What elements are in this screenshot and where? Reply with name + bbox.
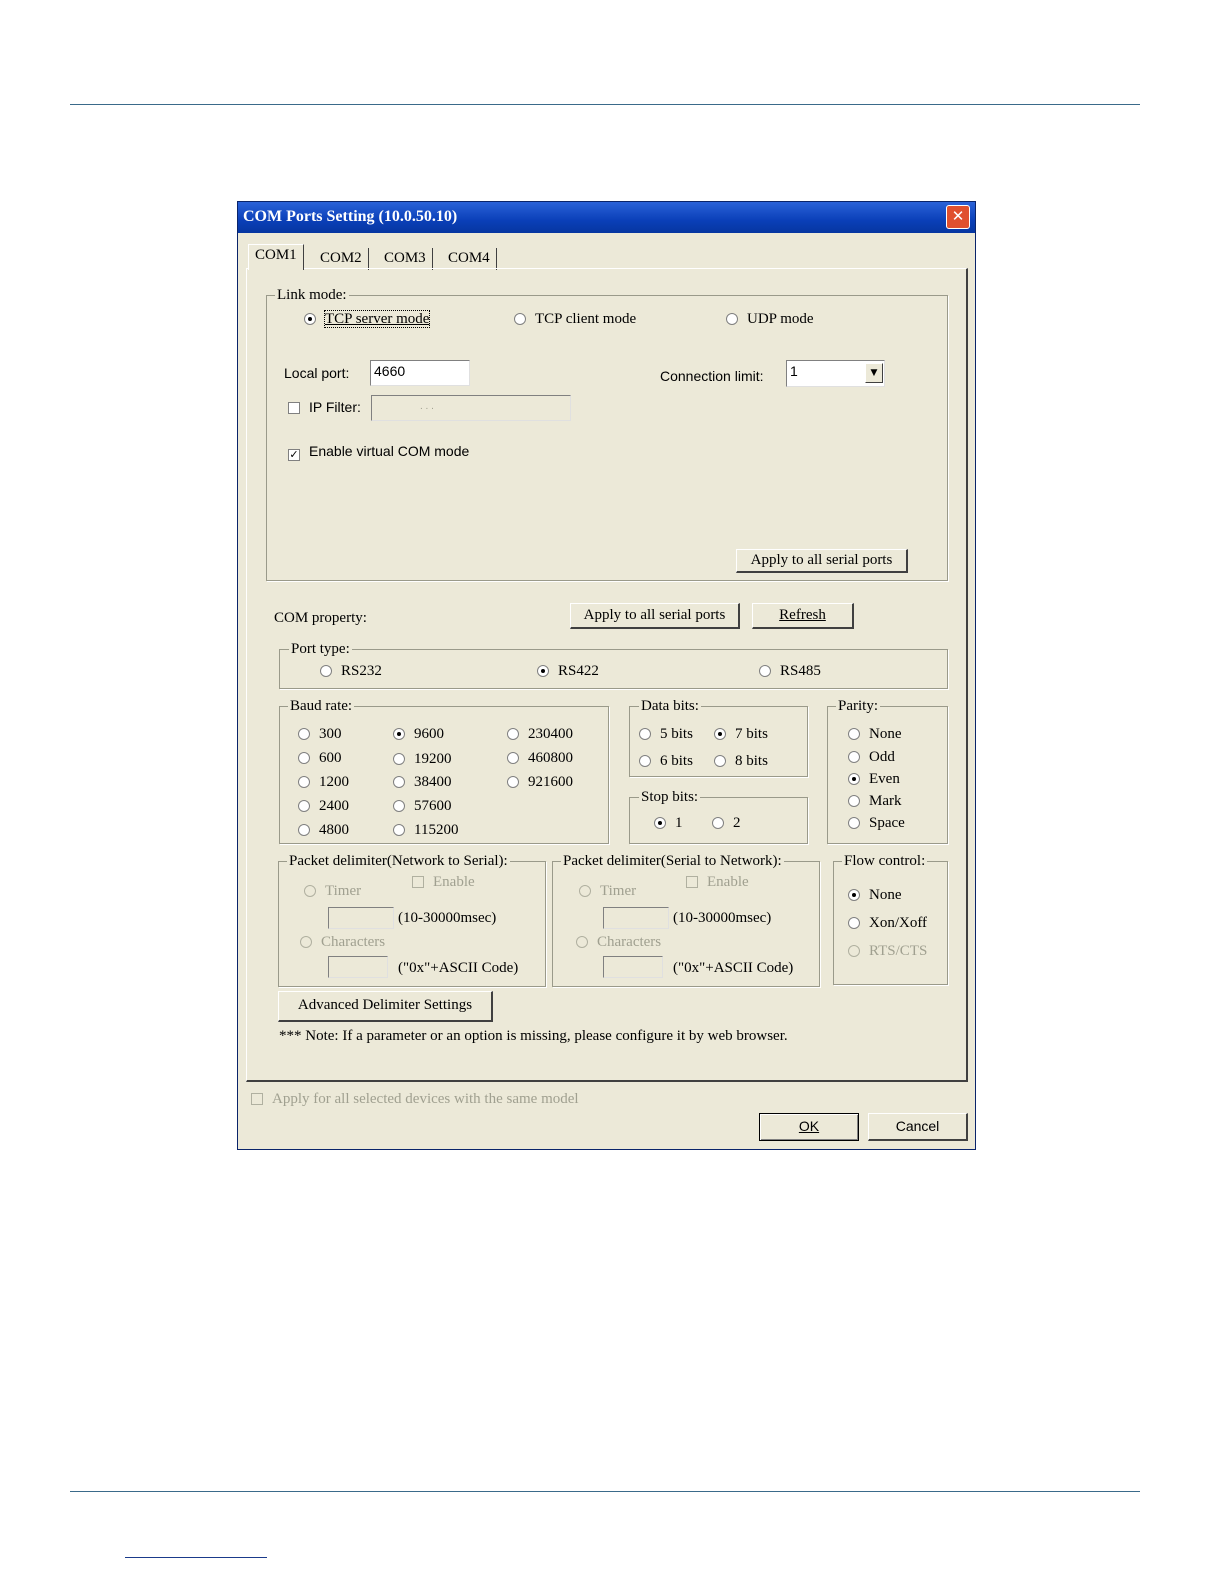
characters-input-net[interactable] [328,956,388,978]
radio-rs232[interactable]: RS232 [320,663,382,679]
radio-tcp-server[interactable]: TCP server mode [304,311,429,327]
radio-baud-57600[interactable]: 57600 [393,798,452,814]
radio-flow-rts-cts[interactable]: RTS/CTS [848,943,927,959]
radio-baud-115200[interactable]: 115200 [393,822,458,838]
timer-input-serial[interactable] [603,907,669,929]
checkbox-enable-net[interactable]: Enable [412,874,475,890]
radio-indicator [507,776,519,788]
radio-parity-odd[interactable]: Odd [848,749,895,765]
radio-udp[interactable]: UDP mode [726,311,814,327]
radio-indicator [304,313,316,325]
radio-indicator [320,665,332,677]
ok-button[interactable]: OK [759,1113,859,1141]
characters-input-serial[interactable] [603,956,663,978]
radio-baud-2400[interactable]: 2400 [298,798,349,814]
note-text: *** Note: If a parameter or an option is missing, please configure it by web browser. [279,1028,788,1044]
checkbox-indicator [412,876,424,888]
radio-indicator [300,936,312,948]
radio-indicator [298,824,310,836]
title-bar[interactable] [238,202,975,233]
radio-baud-4800[interactable]: 4800 [298,822,349,838]
local-port-input[interactable]: 4660 [370,360,470,386]
radio-timer-serial[interactable]: Timer [579,883,636,899]
radio-baud-38400[interactable]: 38400 [393,774,452,790]
cancel-button[interactable]: Cancel [868,1113,968,1141]
footer-short-rule [125,1557,267,1558]
radio-characters-net[interactable]: Characters [300,934,385,950]
port-type-label: Port type: [291,641,350,657]
com-property-label: COM property: [274,610,367,626]
link-apply-all-button[interactable]: Apply to all serial ports [736,549,908,573]
ip-filter-input[interactable]: . . . [371,395,571,421]
close-button[interactable] [946,205,970,229]
radio-indicator [848,751,860,763]
radio-indicator [393,824,405,836]
radio-baud-300[interactable]: 300 [298,726,342,742]
timer-range-serial: (10-30000msec) [673,910,772,926]
radio-indicator [759,665,771,677]
link-mode-group [266,295,948,581]
radio-indicator [848,773,860,785]
timer-range-net: (10-30000msec) [398,910,497,926]
radio-5-bits[interactable]: 5 bits [639,726,693,742]
radio-indicator [298,776,310,788]
radio-indicator [298,800,310,812]
radio-indicator [639,755,651,767]
connection-limit-label: Connection limit: [660,368,764,384]
characters-hint-serial: ("0x"+ASCII Code) [673,960,794,976]
checkbox-indicator [288,402,300,414]
refresh-button[interactable]: Refresh [752,603,854,629]
radio-characters-serial[interactable]: Characters [576,934,661,950]
radio-flow-none[interactable]: None [848,887,902,903]
radio-baud-921600[interactable]: 921600 [507,774,573,790]
radio-stop-2[interactable]: 2 [712,815,741,831]
radio-indicator [576,936,588,948]
radio-parity-mark[interactable]: Mark [848,793,902,809]
stop-bits-label: Stop bits: [641,789,699,805]
apply-all-devices-checkbox[interactable]: Apply for all selected devices with the same model [251,1091,579,1107]
radio-parity-none[interactable]: None [848,726,902,742]
radio-baud-460800[interactable]: 460800 [507,750,573,766]
tab-com3[interactable]: COM3 [378,248,433,270]
footer-rule [70,1491,1140,1492]
radio-baud-230400[interactable]: 230400 [507,726,573,742]
close-icon: ✕ [951,207,965,225]
radio-indicator [393,728,405,740]
radio-indicator [507,728,519,740]
radio-indicator [393,753,405,765]
radio-indicator [298,728,310,740]
com-ports-dialog [237,201,976,1150]
radio-baud-600[interactable]: 600 [298,750,342,766]
radio-baud-19200[interactable]: 19200 [393,751,452,767]
com-apply-all-button[interactable]: Apply to all serial ports [570,603,740,629]
radio-indicator [848,945,860,957]
radio-indicator [654,817,666,829]
radio-indicator [393,776,405,788]
radio-tcp-client[interactable]: TCP client mode [514,311,636,327]
radio-indicator [848,795,860,807]
radio-timer-net[interactable]: Timer [304,883,361,899]
checkbox-enable-serial[interactable]: Enable [686,874,749,890]
radio-flow-xon-xoff[interactable]: Xon/Xoff [848,915,927,931]
radio-indicator [537,665,549,677]
connection-limit-select[interactable]: 1 ▼ [786,360,885,387]
baud-rate-label: Baud rate: [290,698,353,714]
chevron-down-icon[interactable]: ▼ [865,363,883,383]
window-title: COM Ports Setting (10.0.50.10) [243,208,458,225]
radio-indicator [714,728,726,740]
radio-parity-space[interactable]: Space [848,815,905,831]
tab-com2[interactable]: COM2 [314,248,369,270]
flow-control-label: Flow control: [844,853,926,869]
radio-indicator [393,800,405,812]
radio-indicator [507,752,519,764]
radio-parity-even[interactable]: Even [848,771,900,787]
radio-indicator [304,885,316,897]
radio-7-bits[interactable]: 7 bits [714,726,768,742]
ip-filter-checkbox[interactable]: IP Filter: [288,399,361,415]
radio-indicator [712,817,724,829]
radio-6-bits[interactable]: 6 bits [639,753,693,769]
radio-baud-1200[interactable]: 1200 [298,774,349,790]
timer-input-net[interactable] [328,907,394,929]
radio-indicator [848,917,860,929]
data-bits-label: Data bits: [641,698,699,714]
header-rule [70,104,1140,105]
radio-indicator [639,728,651,740]
radio-rs422[interactable]: RS422 [537,663,599,679]
local-port-label: Local port: [284,365,350,381]
radio-indicator [514,313,526,325]
link-mode-label: Link mode: [277,287,347,303]
radio-indicator [848,817,860,829]
delimiter-serial-to-net-label: Packet delimiter(Serial to Network): [563,853,782,869]
delimiter-net-to-serial-label: Packet delimiter(Network to Serial): [289,853,508,869]
radio-indicator [714,755,726,767]
tab-com1[interactable]: COM1 [248,244,304,270]
check-icon: ✓ [289,448,299,461]
radio-indicator [848,889,860,901]
radio-indicator [726,313,738,325]
radio-8-bits[interactable]: 8 bits [714,753,768,769]
checkbox-indicator [251,1093,263,1105]
radio-baud-9600[interactable]: 9600 [393,726,444,742]
radio-stop-1[interactable]: 1 [654,815,683,831]
advanced-delimiter-button[interactable]: Advanced Delimiter Settings [278,991,493,1022]
virtual-com-checkbox[interactable]: ✓ Enable virtual COM mode [289,443,470,461]
parity-label: Parity: [838,698,878,714]
checkbox-indicator [686,876,698,888]
tab-com4[interactable]: COM4 [442,248,497,270]
radio-indicator [579,885,591,897]
characters-hint-net: ("0x"+ASCII Code) [398,960,519,976]
radio-rs485[interactable]: RS485 [759,663,821,679]
radio-indicator [298,752,310,764]
radio-indicator [848,728,860,740]
